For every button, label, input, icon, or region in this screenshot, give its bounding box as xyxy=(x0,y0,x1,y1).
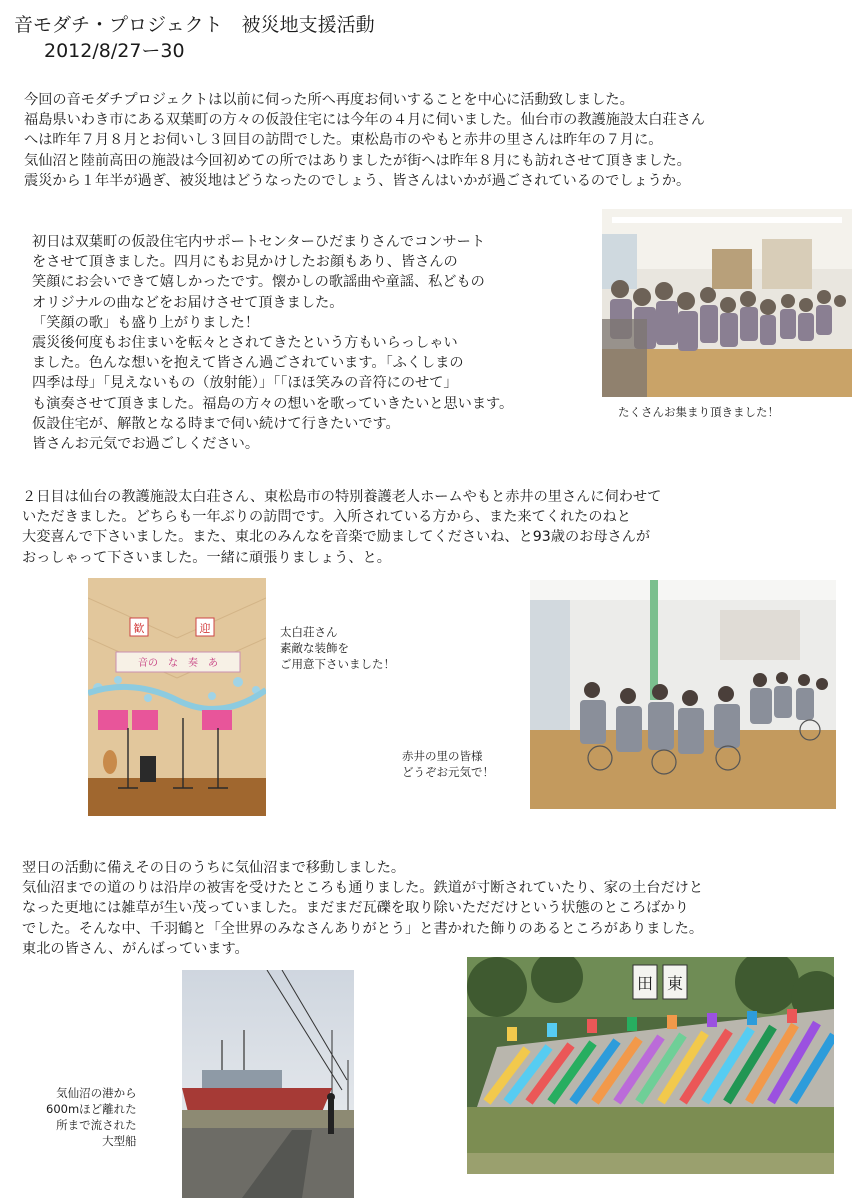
day1-paragraph xyxy=(32,232,513,454)
stage-banner-char: 歓 xyxy=(133,622,145,635)
intro-line: へは昨年７月８月とお伺いし３回目の訪問でした。東松島市のやもと赤井の里さんは昨年の７月に。 xyxy=(24,132,663,149)
caption-line: 600mほど離れた xyxy=(46,1102,137,1116)
photo-akai-caption xyxy=(402,748,494,780)
day3-paragraph xyxy=(22,858,703,959)
day3-line: 翌日の活動に備えその日のうちに気仙沼まで移動しました。 xyxy=(22,860,406,876)
caption-line: 太白荘さん xyxy=(280,625,338,639)
day2-line: ２日目は仙台の教護施設太白荘さん、東松島市の特別養護老人ホームやもと赤井の里さんに伺わせて xyxy=(22,489,662,505)
photo-hidamari-concert xyxy=(602,209,852,397)
day3-line: でした。そんな中、千羽鶴と「全世界のみなさんありがとう」と書かれた飾りのあるところがありました。 xyxy=(22,920,704,937)
day1-line: 震災後何度もお住まいを転々とされてきたという方もいらっしゃい xyxy=(32,335,458,352)
photo-crane-wall xyxy=(467,957,834,1174)
photo-taihakuso-caption xyxy=(280,624,395,672)
wall-sign-char: 東 xyxy=(666,974,684,993)
intro-paragraph xyxy=(24,90,705,191)
stage-banner-char: 迎 xyxy=(199,622,211,635)
day1-line: 笑顔にお会いできて嬉しかったです。懐かしの歌謡曲や童謡、私どもの xyxy=(32,274,485,291)
caption-line: 所まで流された xyxy=(56,1118,137,1132)
day1-line: も演奏させて頂きました。福島の方々の想いを歌っていきたいと思います。 xyxy=(32,395,514,412)
intro-line: 今回の音モダチプロジェクトは以前に伺った所へ再度お伺いすることを中心に活動致しました。 xyxy=(24,92,634,108)
photo-hidamari-caption: たくさんお集まり頂きました！ xyxy=(618,405,779,419)
photo-akai-residents xyxy=(530,580,836,809)
day2-line: 大変喜んで下さいました。また、東北のみんなを音楽で励ましてくださいね、と93歳のお母さんが xyxy=(22,529,651,546)
photo-taihakuso-stage xyxy=(88,578,266,816)
day2-paragraph xyxy=(22,487,661,568)
intro-line: 福島県いわき市にある双葉町の方々の仮設住宅には今年の４月に伺いました。仙台市の教護施設太白荘さん xyxy=(24,112,706,129)
photo-stranded-ship xyxy=(182,970,354,1198)
intro-line: 気仙沼と陸前高田の施設は今回初めての所ではありましたが街へは昨年８月にも訪れさせて頂きました。 xyxy=(24,152,691,169)
intro-line: 震災から１年半が過ぎ、被災地はどうなったのでしょう、皆さんはいかが過ごされているのでしょうか。 xyxy=(24,172,691,189)
day3-line: 気仙沼までの道のりは沿岸の被害を受けたところも通りました。鉄道が寸断されていたり、家の土台だけと xyxy=(22,880,704,897)
page-title: 音モダチ・プロジェクト 被災地支援活動 xyxy=(14,14,375,36)
day1-line: 仮設住宅が、解散となる時まで伺い続けて行きたいです。 xyxy=(32,415,400,432)
day2-line: おっしゃって下さいました。一緒に頑張りましょう、と。 xyxy=(22,549,391,566)
wall-sign-char: 田 xyxy=(636,974,654,993)
day1-line: 初日は双葉町の仮設住宅内サポートセンターひだまりさんでコンサート xyxy=(32,234,486,250)
day1-line: 四季は母」「見えないもの（放射能）」「「ほほ笑みの音符にのせて」 xyxy=(32,375,458,392)
day1-line: 「笑顔の歌」も盛り上がりました！ xyxy=(32,314,260,331)
caption-line: 素敵な装飾を xyxy=(280,641,349,655)
stage-banner-row: 音の な 奏 あ xyxy=(138,658,218,669)
day2-line: いただきました。どちらも一年ぶりの訪問です。入所されている方から、また来てくれたのねと xyxy=(22,509,631,526)
day1-line: オリジナルの曲などをお届けさせて頂きました。 xyxy=(32,294,344,311)
day3-line: なった更地には雑草が生い茂っていました。まだまだ瓦礫を取り除いただだけという状態のところばかり xyxy=(22,900,689,917)
caption-line: 赤井の里の皆様 xyxy=(402,749,483,763)
caption-line: 大型船 xyxy=(102,1134,137,1148)
day1-line: ました。色んな想いを抱えて皆さん過ごされています。「ふくしまの xyxy=(32,355,464,372)
event-date: 2012/8/27ー30 xyxy=(44,40,185,62)
caption-line: ご用意下さいました！ xyxy=(280,657,395,671)
day1-line: をさせて頂きました。四月にもお見かけしたお顔もあり、皆さんの xyxy=(32,254,458,271)
day1-line: 皆さんお元気でお過ごしください。 xyxy=(32,436,260,453)
caption-line: どうぞお元気で！ xyxy=(402,765,494,779)
day3-line: 東北の皆さん、がんばっています。 xyxy=(22,940,249,957)
caption-line: 気仙沼の港から xyxy=(56,1086,137,1100)
photo-ship-caption xyxy=(46,1085,137,1149)
